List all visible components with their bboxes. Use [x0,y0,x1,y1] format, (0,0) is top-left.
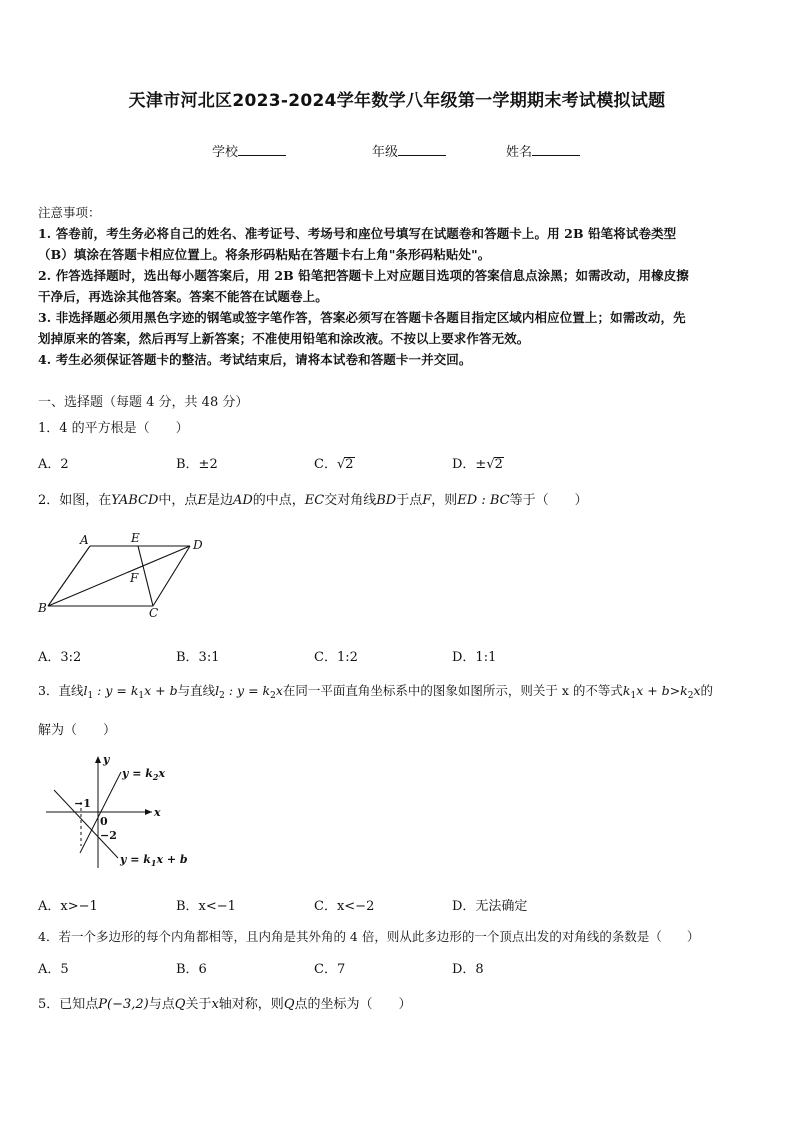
name-field [506,141,580,160]
grade-blank[interactable] [398,143,446,156]
name-blank[interactable] [532,143,580,156]
q5-text: 点的坐标为（ ） [294,997,412,1012]
q2-option-c[interactable]: C．1:2 [314,650,358,665]
school-blank[interactable] [238,143,286,156]
notes-heading: 注意事项： [38,205,101,220]
q3-sub: 2 [219,691,225,701]
q2-text: 的中点， [252,493,305,508]
q3-var: x + b [636,683,670,698]
line-k2-label-sub: 2 [152,772,159,782]
q3-sub: 1 [87,691,94,701]
sqrt-symbol-icon: √ [336,457,346,472]
q2-option-a[interactable]: A．3:2 [38,650,82,665]
origin-label: 0 [100,815,108,828]
q5-text: 关于 [185,997,212,1012]
q1-option-d[interactable] [452,453,504,472]
q3-sub: 2 [270,691,276,701]
q3-option-a[interactable]: A．x>−1 [38,899,98,914]
school-label: 学校 [212,145,239,160]
q2-text: 中，点 [158,493,198,508]
tick-minus-1-label: −1 [74,797,91,810]
q2-text: 等于（ ） [509,493,588,508]
q3-var: x [693,683,701,698]
point-b-label: B [38,601,47,615]
q2-var: ED : BC [457,493,510,508]
line-k2-label [121,767,165,782]
line-k2-label-part: y = k [122,767,153,780]
q3-sub: 2 [687,691,694,701]
question-5-stem [38,993,412,1012]
q5-var: x [211,997,219,1012]
q3-var: l [215,683,220,698]
x-axis-arrow-icon [145,809,152,815]
q3-text: 的 [700,683,714,698]
q1-option-c-radicand: 2 [345,457,354,472]
q3-var: : y = k [224,683,271,698]
q2-text: 2．如图，在 [38,493,112,508]
q2-var: E [197,493,207,508]
q2-option-b[interactable]: B．3:1 [176,650,220,665]
q2-text: 是边 [206,493,233,508]
segment-ec [138,546,153,606]
q5-text: 与点 [148,997,175,1012]
q4-option-b[interactable]: B．6 [176,962,207,977]
q1-option-a[interactable]: A．2 [38,457,69,472]
line-k1-label [119,853,188,868]
parallelogram-symbol: Y [111,493,119,508]
question-2-stem [38,489,588,508]
point-a-label: A [80,533,89,547]
note-line: 划掉原来的答案，然后再写上新答案；不准使用铅笔和涂改液。不按以上要求作答无效。 [38,331,530,346]
note-line: 干净后，再选涂其他答案。答案不能答在试题卷上。 [38,289,328,304]
q2-text: ，则 [431,493,458,508]
q5-var: P(−3,2) [98,997,149,1012]
page-title: 天津市河北区2023-2024学年数学八年级第一学期期末考试模拟试题 [128,91,666,111]
q2-text: 交对角线 [324,493,377,508]
q3-var: k [680,683,688,698]
line-k1-label-sub: 1 [150,858,157,868]
q5-var: Q [174,997,186,1012]
q2-var: EC [304,493,325,508]
q3-text: > [669,683,681,698]
q5-var: Q [283,997,295,1012]
q4-option-a[interactable]: A．5 [38,962,69,977]
note-line: （B）填涂在答题卡相应位置上。将条形码粘贴在答题卡右上角"条形码粘贴处"。 [38,247,491,262]
point-c-label: C [149,606,159,620]
q3-sub: 1 [630,691,637,701]
line-k1-label-part: y = k [120,853,151,866]
point-e-label: E [131,531,140,545]
q1-option-d-prefix: D．± [452,457,487,472]
q4-option-c[interactable]: C．7 [314,962,346,977]
q2-option-d[interactable]: D．1:1 [452,650,497,665]
q1-option-c[interactable] [314,453,355,472]
q3-option-c[interactable]: C．x<−2 [314,899,375,914]
grade-label: 年级 [372,145,399,160]
q3-text: 在同一平面直角坐标系中的图象如图所示，则关于 x 的不等式 [282,683,623,698]
x-axis-label: x [154,806,161,819]
question-3-stem-line2: 解为（ ） [38,723,117,738]
q3-var: x + b [144,683,178,698]
y-axis-arrow-icon [95,756,101,763]
parallelogram-figure [30,527,220,622]
question-4-stem: 4．若一个多边形的每个内角都相等，且内角是其外角的 4 倍，则从此多边形的一个顶点出发的对角线的条数是（ ） [38,929,700,944]
question-3-stem [38,681,713,701]
q5-text: 轴对称，则 [218,997,284,1012]
section-title: 一、选择题（每题 4 分，共 48 分） [38,395,249,410]
note-line: 1. 答卷前，考生务必将自己的姓名、准考证号、考场号和座位号填写在试题卷和答题卡上。用 2B 铅笔将试卷类型 [38,226,677,241]
q3-var: l [83,683,88,698]
note-line: 2. 作答选择题时，选出每小题答案后，用 2B 铅笔把答题卡上对应题目选项的答案信息点涂黑；如需改动，用橡皮擦 [38,268,689,283]
q2-var: F [422,493,432,508]
tick-minus-2-label: −2 [100,829,117,842]
q1-option-c-prefix: C． [314,457,337,472]
q3-text: 3．直线 [38,683,84,698]
q3-option-b[interactable]: B．x<−1 [176,899,236,914]
q3-var: x [275,683,283,698]
note-line: 3. 非选择题必须用黑色字迹的钢笔或签字笔作答，答案必须写在答题卡各题目指定区域内相应位置上；如需改动，先 [38,310,686,325]
name-label: 姓名 [506,145,533,160]
point-d-label: D [193,538,203,552]
grade-field [372,141,446,160]
q3-sub: 1 [138,691,145,701]
q1-option-b[interactable]: B．±2 [176,457,218,472]
edge-dc [153,546,190,606]
q1-option-d-radicand: 2 [494,457,503,472]
q2-text: 于点 [396,493,423,508]
y-axis-label: y [103,753,110,766]
q2-var: AD [232,493,253,508]
q2-var: ABCD [118,493,159,508]
coordinate-graph-figure [40,750,190,875]
question-1-stem: 1．4 的平方根是（ ） [38,421,189,436]
q2-var: BD [376,493,397,508]
note-line: 4. 考生必须保证答题卡的整洁。考试结束后，请将本试卷和答题卡一并交回。 [38,352,472,367]
q3-var: k [622,683,631,698]
line-k2-label-part: x [158,767,166,780]
q3-text: 与直线 [177,683,216,698]
school-field [212,141,286,160]
q3-var: : y = k [93,683,139,698]
q3-option-d[interactable]: D．无法确定 [452,899,528,914]
q4-option-d[interactable]: D．8 [452,962,484,977]
line-k1-label-part: x + b [156,853,188,866]
sqrt-symbol-icon: √ [486,457,495,472]
q5-text: 5．已知点 [38,997,99,1012]
point-f-label: F [130,571,139,585]
